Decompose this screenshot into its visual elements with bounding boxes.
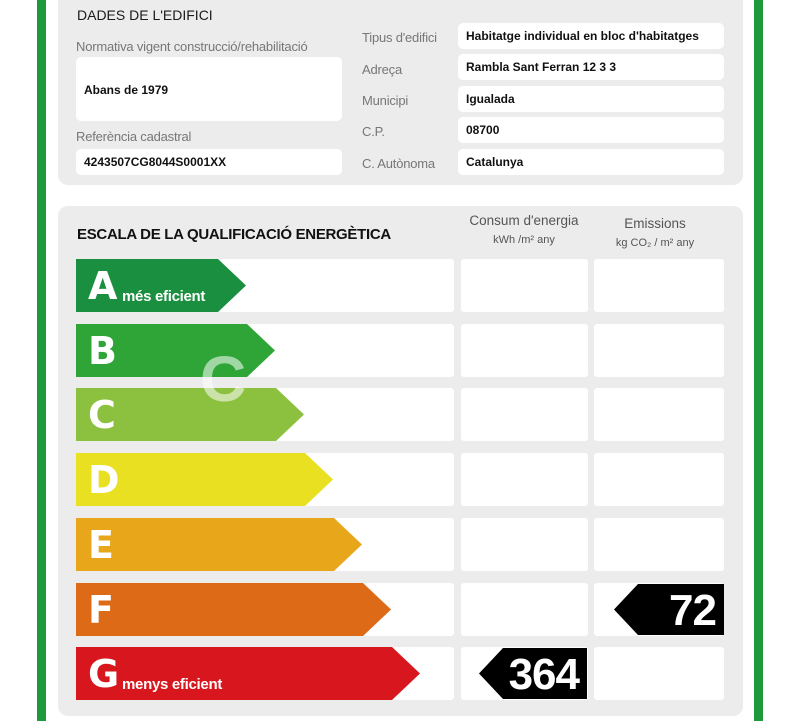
referencia-label: Referència cadastral: [76, 129, 192, 144]
frame-border-right: [754, 0, 763, 721]
emissions-cell-d: [594, 453, 724, 506]
consum-badge-value: 364: [508, 650, 579, 699]
emissions-badge-value: 72: [669, 586, 716, 635]
consum-unit: kWh /m² any: [493, 234, 555, 246]
field-municipi: [458, 86, 724, 112]
emissions-unit: kg CO₂ / m² any: [615, 237, 695, 249]
rating-arrow-g: [76, 647, 420, 700]
field-value-cp: 08700: [466, 123, 500, 137]
rating-letter-g: G: [88, 652, 120, 696]
referencia-value: 4243507CG8044S0001XX: [84, 155, 227, 169]
consum-cell-e: [461, 518, 588, 571]
emissions-cell-c: [594, 388, 724, 441]
rating-arrow-c: [76, 388, 304, 441]
normativa-value: Abans de 1979: [84, 83, 169, 97]
field-cp: [458, 117, 724, 143]
rating-arrow-d: [76, 453, 333, 506]
rating-arrow-shape-e: [76, 518, 362, 571]
rating-sub-a: més eficient: [122, 288, 206, 305]
consum-cell-f: [461, 583, 588, 636]
rating-arrow-e: [76, 518, 362, 571]
field-value-tipus: Habitatge individual en bloc d'habitatges: [466, 29, 699, 43]
watermark-text: C: [200, 343, 249, 415]
building-section-title: DADES DE L'EDIFICI: [77, 7, 213, 23]
rating-letter-d: D: [88, 458, 120, 502]
field-value-municipi: Igualada: [466, 92, 515, 106]
consum-header: Consum d'energia: [469, 213, 579, 228]
rating-letter-f: F: [88, 588, 114, 632]
rating-letter-e: E: [88, 523, 114, 567]
consum-cell-c: [461, 388, 588, 441]
field-value-adreca: Rambla Sant Ferran 12 3 3: [466, 60, 617, 74]
rating-arrow-shape-f: [76, 583, 391, 636]
field-label-cp: C.P.: [362, 124, 385, 139]
field-label-municipi: Municipi: [362, 93, 409, 108]
field-label-tipus: Tipus d'edifici: [362, 30, 437, 45]
rating-letter-c: C: [88, 393, 116, 437]
field-comunitat: [458, 149, 724, 175]
emissions-cell-b: [594, 324, 724, 377]
field-tipus: [458, 23, 724, 49]
field-label-comunitat: C. Autònoma: [362, 156, 435, 171]
consum-cell-b: [461, 324, 588, 377]
field-value-comunitat: Catalunya: [466, 155, 524, 169]
rating-arrow-f: [76, 583, 391, 636]
rating-arrow-a: [76, 259, 246, 312]
referencia-field: [76, 149, 342, 175]
emissions-badge: [614, 584, 724, 635]
emissions-header: Emissions: [624, 216, 686, 231]
emissions-cell-g: [594, 647, 724, 700]
field-label-adreca: Adreça: [362, 62, 402, 77]
field-adreca: [458, 54, 724, 80]
normativa-field: [76, 57, 342, 121]
rating-letter-a: A: [88, 264, 118, 308]
consum-badge: [479, 648, 587, 699]
consum-cell-d: [461, 453, 588, 506]
emissions-cell-a: [594, 259, 724, 312]
consum-cell-a: [461, 259, 588, 312]
emissions-cell-e: [594, 518, 724, 571]
scale-title: ESCALA DE LA QUALIFICACIÓ ENERGÈTICA: [77, 226, 391, 243]
normativa-label: Normativa vigent construcció/rehabilitació: [76, 39, 308, 54]
frame-border-left: [37, 0, 46, 721]
rating-letter-b: B: [88, 329, 117, 373]
rating-sub-g: menys eficient: [122, 676, 223, 693]
